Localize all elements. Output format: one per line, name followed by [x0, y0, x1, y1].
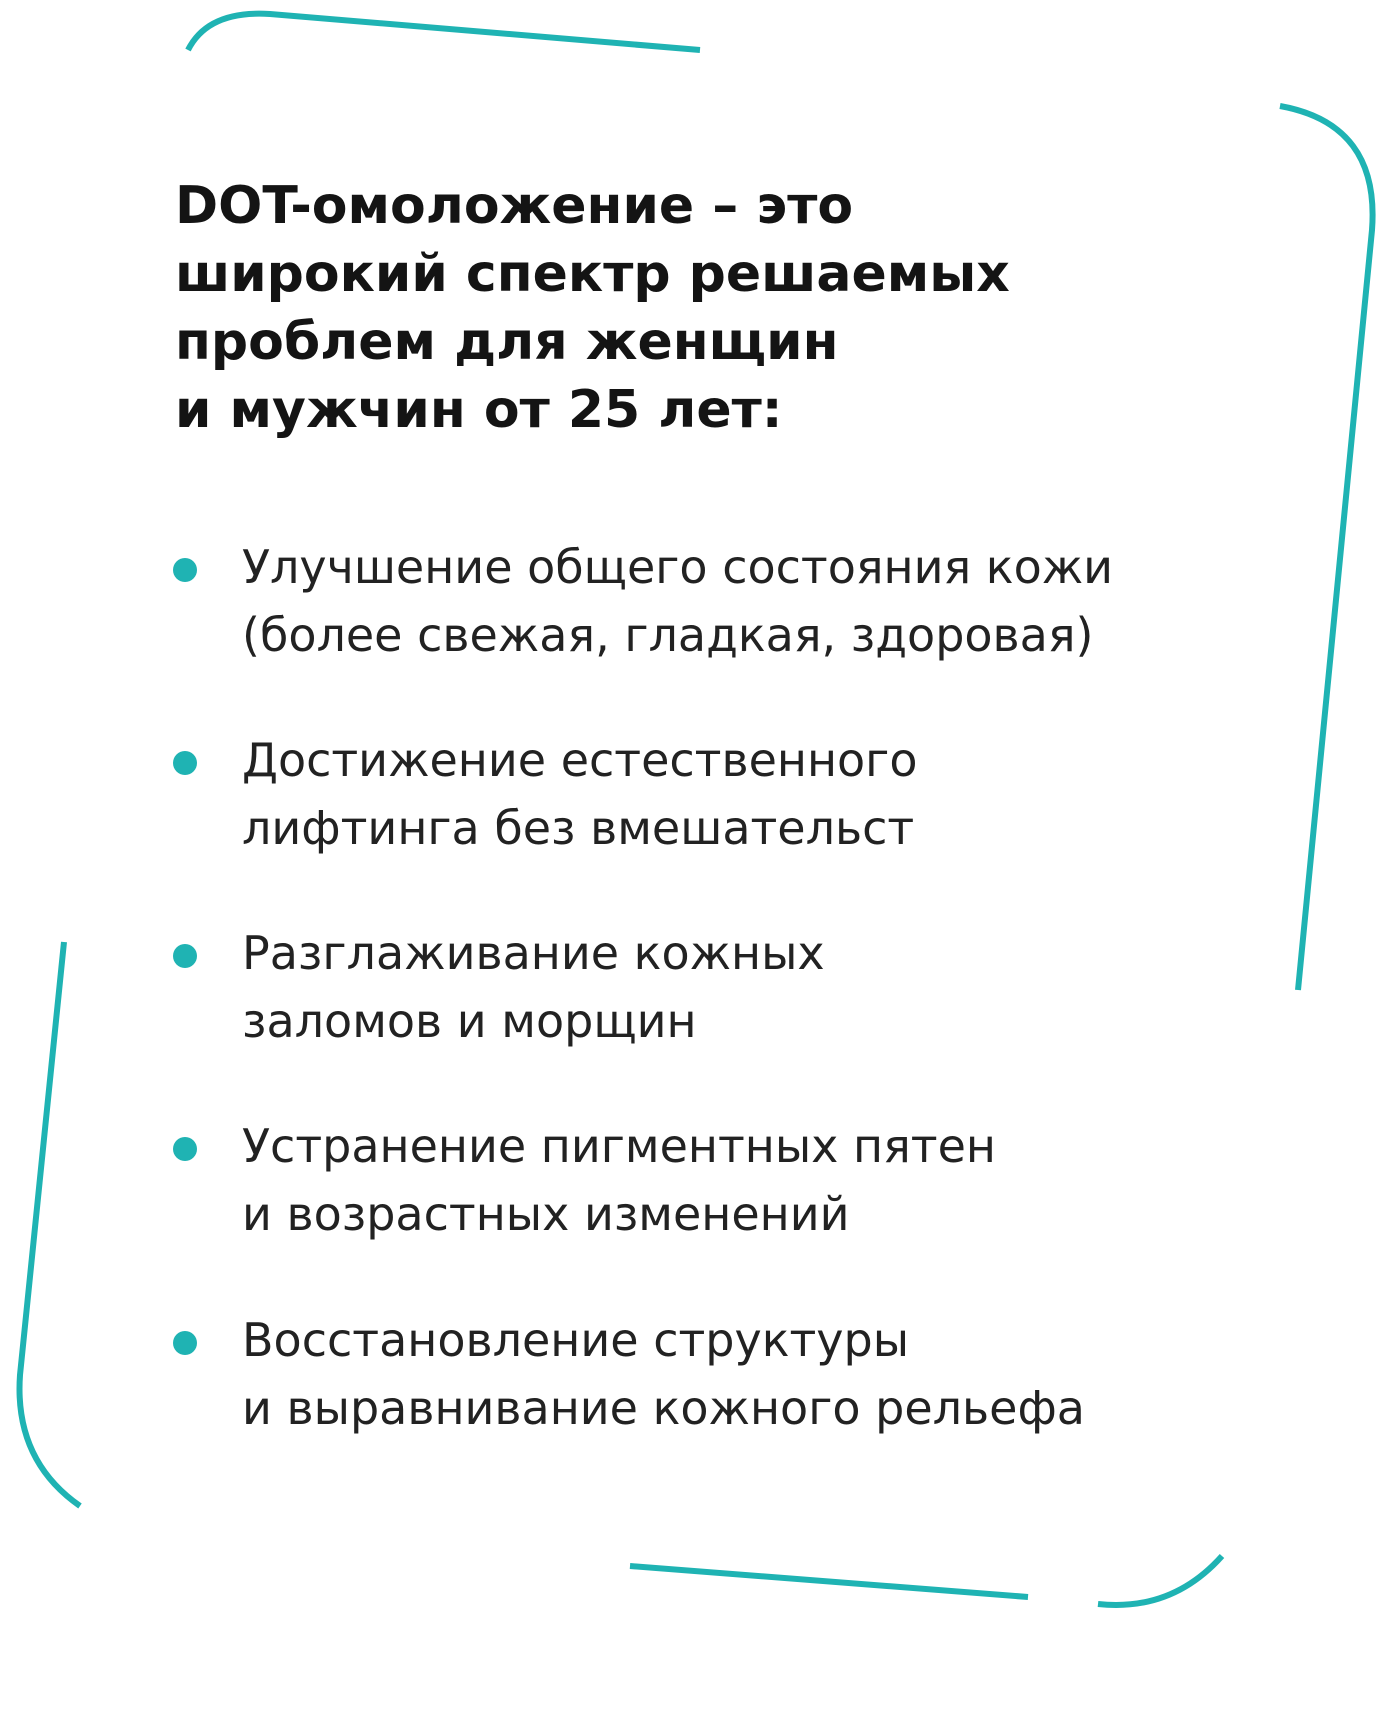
bullet-dot-icon [173, 1331, 197, 1355]
title-line: и мужчин от 25 лет: [175, 380, 783, 440]
list-item-line: Разглаживание кожных [242, 926, 825, 980]
bullet-dot-icon [173, 1137, 197, 1161]
list-item [242, 1112, 1222, 1248]
list-item-line: и выравнивание кожного рельефа [242, 1381, 1085, 1435]
list-item-line: лифтинга без вмешательст [242, 801, 915, 855]
list-item-line: Восстановление структуры [242, 1313, 910, 1367]
list-item-line: Улучшение общего состояния кожи [242, 540, 1114, 594]
list-item-line: Устранение пигментных пятен [242, 1119, 996, 1173]
list-item [242, 1306, 1222, 1442]
list-item [242, 919, 1222, 1055]
bullet-dot-icon [173, 944, 197, 968]
list-item-line: заломов и морщин [242, 994, 697, 1048]
title-line: широкий спектр решаемых [175, 244, 1010, 304]
list-item-line: (более свежая, гладкая, здоровая) [242, 608, 1094, 662]
list-item [242, 533, 1222, 669]
title-line: проблем для женщин [175, 312, 839, 372]
list-item [242, 726, 1222, 862]
bullet-dot-icon [173, 558, 197, 582]
list-item-line: и возрастных изменений [242, 1187, 850, 1241]
bullet-dot-icon [173, 751, 197, 775]
list-item-line: Достижение естественного [242, 733, 918, 787]
title-line: DOT-омоложение – это [175, 176, 854, 236]
